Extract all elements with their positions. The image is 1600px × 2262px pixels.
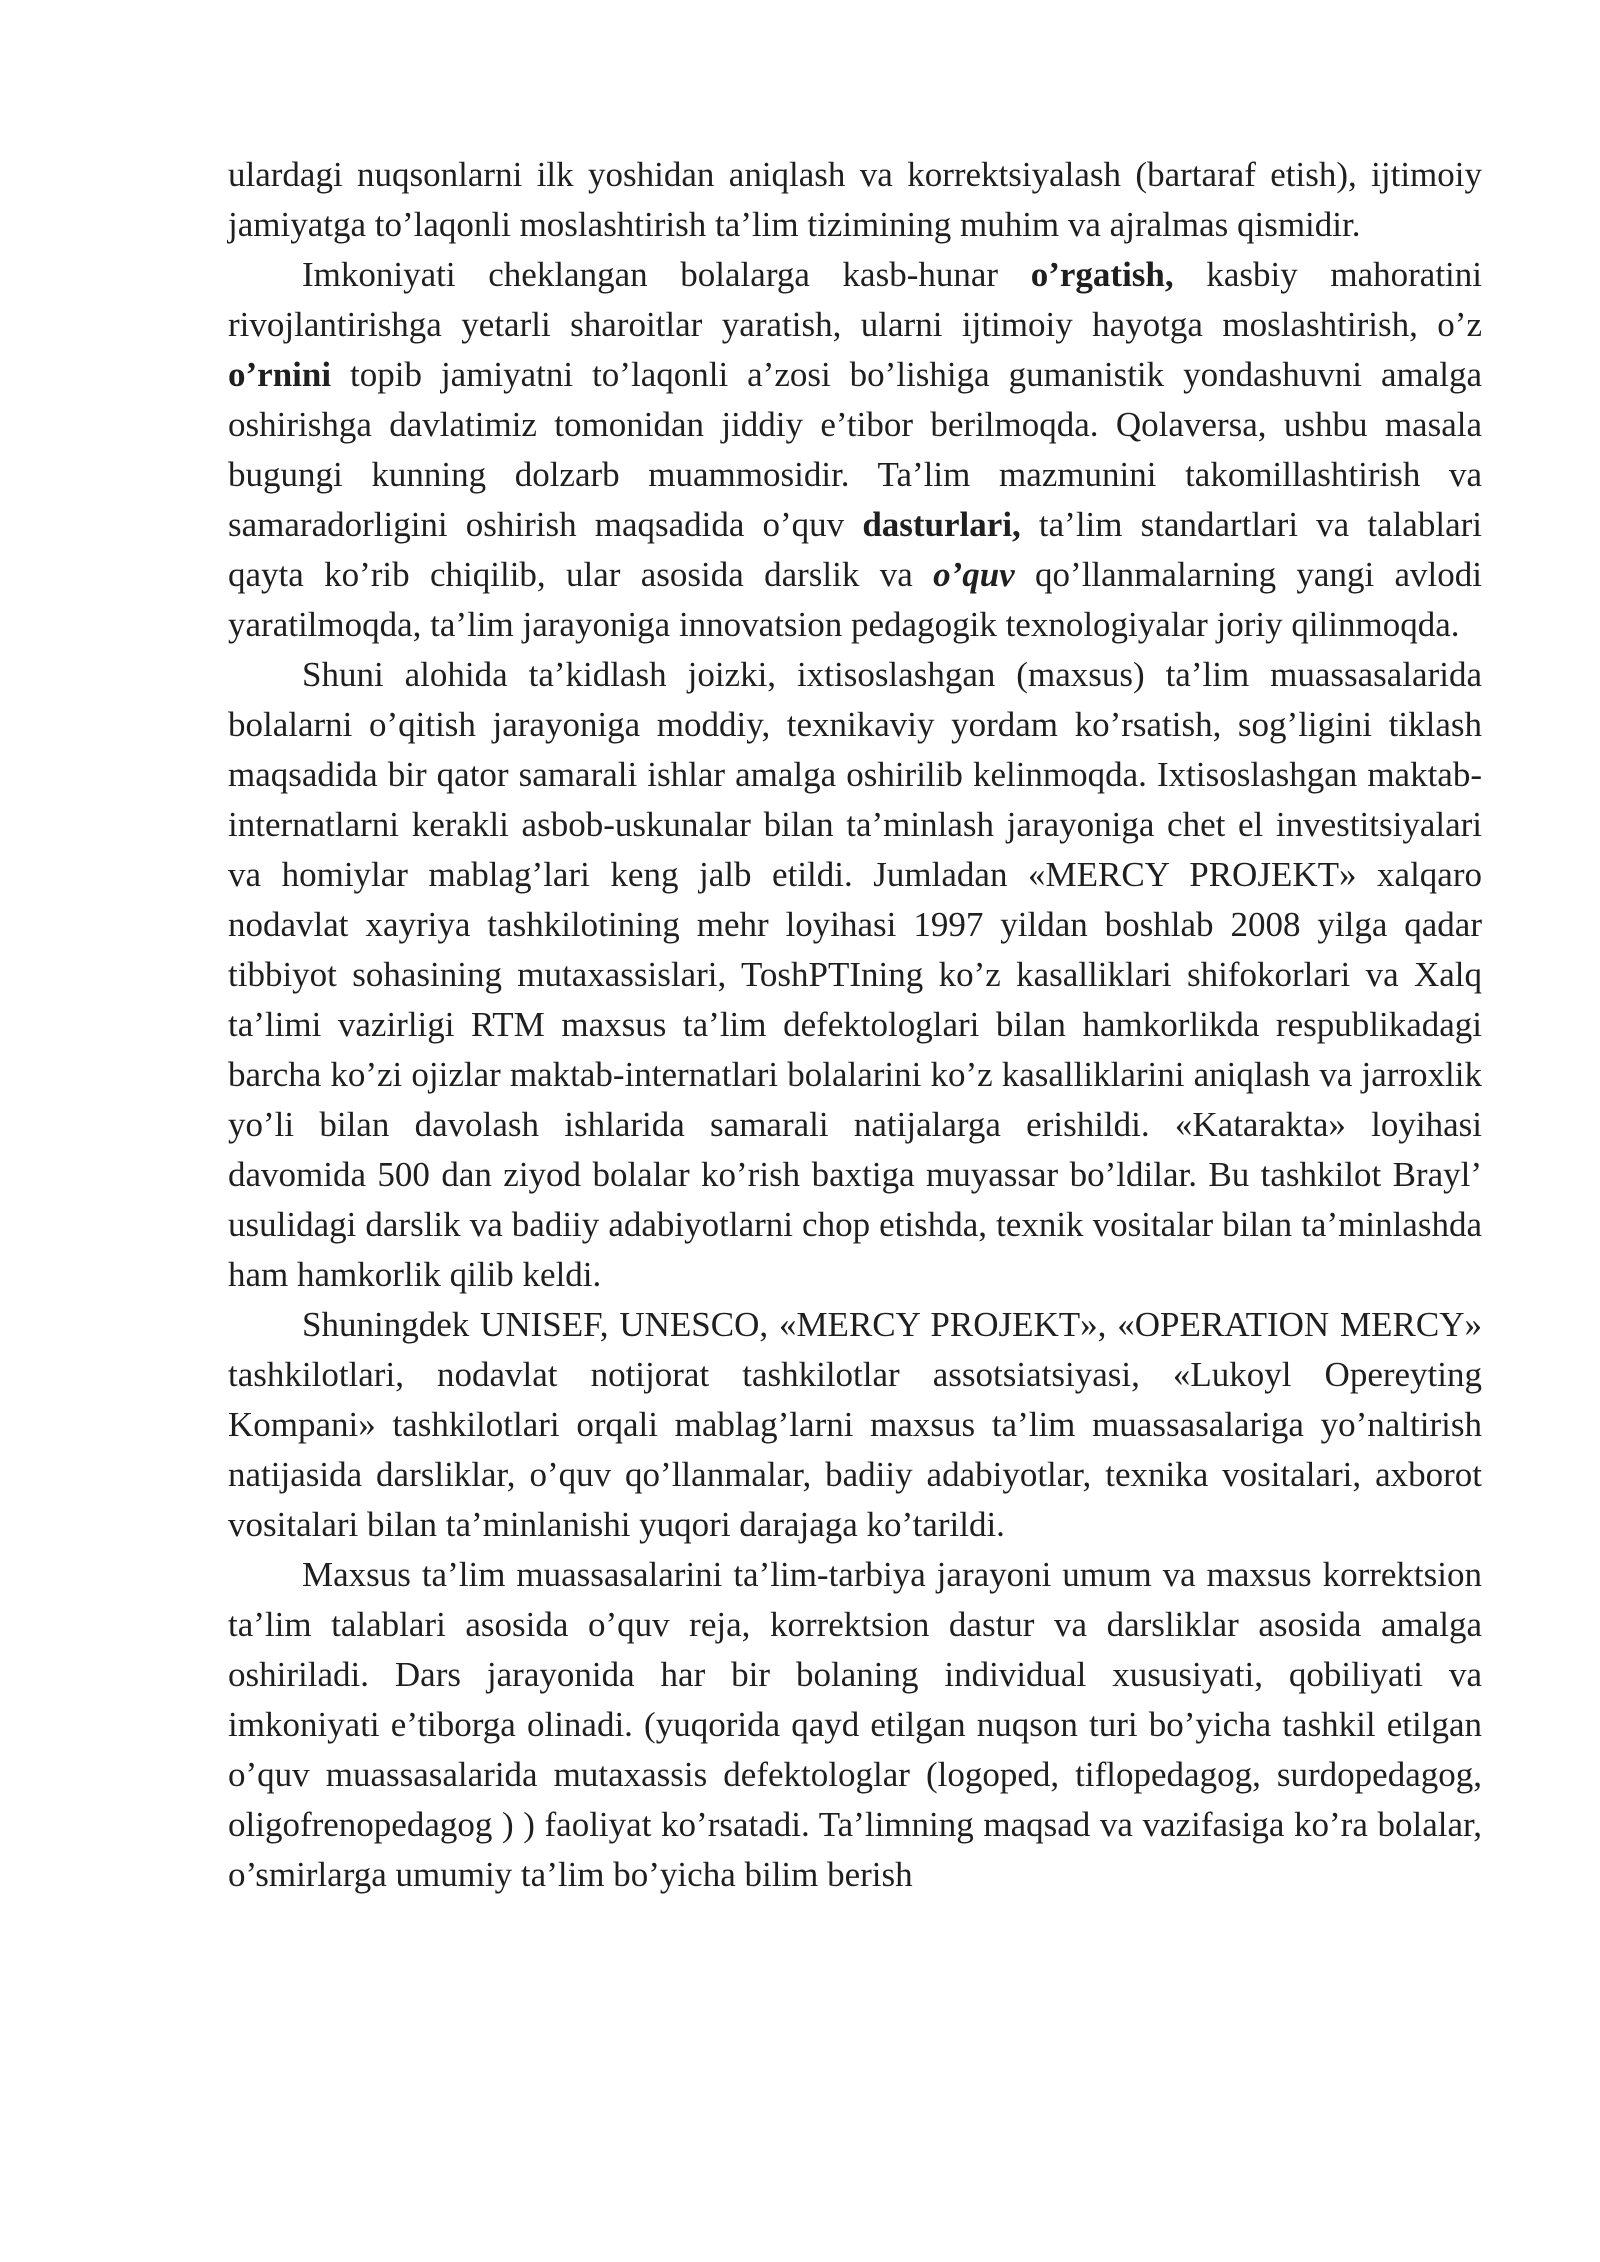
bold-term: o’rnini bbox=[228, 355, 332, 394]
paragraph-1 bbox=[228, 150, 1482, 250]
paragraph-text: qo’llanmalarning yangi avlodi yaratilmoqda, ta’lim jarayoniga innovatsion pedagogik texnologiyalar joriy qilinmoqda. bbox=[228, 555, 1482, 644]
paragraph-text: Maxsus ta’lim muassasalarini ta’lim-tarbiya jarayoni umum va maxsus korrektsion ta’lim talablari asosida o’quv reja, korrektsion dastur va darsliklar asosida amalga oshiriladi. Dars jarayonida har bir bolaning individual xususiyati, qobiliyati va imkoniyati e’tiborga olinadi. (yuqorida qayd etilgan nuqson turi bo’yicha tashkil etilgan o’quv muassasalarida mutaxassis defektologlar (logoped, tiflopedagog, surdopedagog, oligofrenopedagog ) ) faoliyat ko’rsatadi. Ta’limning maqsad va vazifasiga ko’ra bolalar, o’smirlarga umumiy ta’lim bo’yicha bilim berish bbox=[228, 1555, 1482, 1894]
bold-term: dasturlari, bbox=[862, 505, 1021, 544]
paragraph-text: ulardagi nuqsonlarni ilk yoshidan aniqlash va korrektsiyalash (bartaraf etish), ijtimoiy jamiyatga to’laqonli moslashtirish ta’lim tizimining muhim va ajralmas qismidir. bbox=[228, 155, 1482, 244]
paragraph-text: Shuni alohida ta’kidlash joizki, ixtisoslashgan (maxsus) ta’lim muassasalarida bolalarni o’qitish jarayoniga moddiy, texnikaviy yordam ko’rsatish, sog’ligini tiklash maqsadida bir qator samarali ishlar amalga oshirilib kelinmoqda. Ixtisoslashgan maktab-internatlarni kerakli asbob-uskunalar bilan ta’minlash jarayoniga chet el investitsiyalari va homiylar mablag’lari keng jalb etildi. Jumladan «MERCY PROJEKT» xalqaro nodavlat xayriya tashkilotining mehr loyihasi 1997 yildan boshlab 2008 yilga qadar tibbiyot sohasining mutaxassislari, ToshPTIning ko’z kasalliklari shifokorlari va Xalq ta’limi vazirligi RTM maxsus ta’lim defektologlari bilan hamkorlikda respublikadagi barcha ko’zi ojizlar maktab-internatlari bolalarini ko’z kasalliklarini aniqlash va jarroxlik yo’li bilan davolash ishlarida samarali natijalarga erishildi. «Katarakta» loyihasi davomida 500 dan ziyod bolalar ko’rish baxtiga muyassar bo’ldilar. Bu tashkilot Brayl’ usulidagi darslik va badiiy adabiyotlarni chop etishda, texnik vositalar bilan ta’minlashda ham hamkorlik qilib keldi. bbox=[228, 655, 1482, 1294]
paragraph-3 bbox=[228, 650, 1482, 1300]
document-page bbox=[228, 150, 1482, 1900]
paragraph-text: Imkoniyati cheklangan bolalarga kasb-hunar bbox=[302, 255, 1031, 294]
bold-term: o’rgatish, bbox=[1030, 255, 1174, 294]
bold-italic-text: o’quv bbox=[933, 555, 1015, 594]
paragraph-text: Shuningdek UNISEF, UNESCO, «MERCY PROJEKT», «OPERATION MERCY» tashkilotlari, nodavlat notijorat tashkilotlar assotsiatsiyasi, «Lukoyl Opereyting Kompani» tashkilotlari orqali mablag’larni maxsus ta’lim muassasalariga yo’naltirish natijasida darsliklar, o’quv qo’llanmalar, badiiy adabiyotlar, texnika vositalari, axborot vositalari bilan ta’minlanishi yuqori darajaga ko’tarildi. bbox=[228, 1305, 1482, 1544]
paragraph-text: ta’lim standartlari va talablari qayta ko’rib chiqilib, ular asosida darslik va bbox=[228, 505, 1482, 594]
paragraph-2 bbox=[228, 250, 1482, 650]
paragraph-5 bbox=[228, 1550, 1482, 1900]
bold-italic-term bbox=[933, 555, 1015, 594]
paragraph-text: topib jamiyatni to’laqonli a’zosi bo’lishiga gumanistik yondashuvni amalga oshirishga davlatimiz tomonidan jiddiy e’tibor berilmoqda. Qolaversa, ushbu masala bugungi kunning dolzarb muammosidir. Ta’lim mazmunini takomillashtirish va samaradorligini oshirish maqsadida o’quv bbox=[228, 355, 1482, 544]
paragraph-text: kasbiy mahoratini rivojlantirishga yetarli sharoitlar yaratish, ularni ijtimoiy hayotga moslashtirish, o’z bbox=[228, 255, 1482, 344]
paragraph-4 bbox=[228, 1300, 1482, 1550]
